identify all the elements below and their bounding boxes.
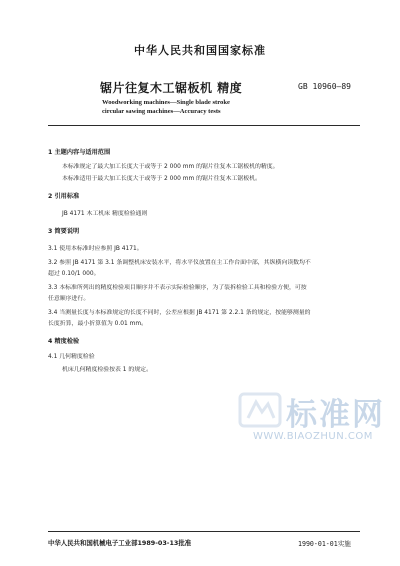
english-title-line-2: circular sawing machines—Accuracy tests (102, 108, 221, 115)
section-1-heading: 1 主题内容与适用范围 (48, 149, 111, 156)
clause-3-2-line-2: 超过 0.10/1 000。 (48, 271, 100, 277)
implementation-date: 1990-01-01实施 (298, 540, 351, 548)
watermark-text: 标准网 (286, 397, 385, 433)
clause-3-3-line-2: 任意顺序进行。 (48, 296, 90, 302)
top-rule (48, 125, 360, 126)
english-title-line-1: Woodworking machines—Single blade stroke (102, 99, 230, 106)
section-2-heading: 2 引用标准 (48, 193, 80, 200)
approval-line: 中华人民共和国机械电子工业部1989-03-13批准 (48, 539, 192, 547)
clause-4-1-paragraph: 机床几何精度检验按表 1 的规定。 (62, 367, 152, 373)
watermark-logo-icon (238, 390, 284, 430)
section-1-paragraph-2: 本标准适用于最大加工长度大于或等于 2 000 mm 的锯片往复木工锯板机。 (62, 176, 261, 182)
clause-3-1: 3.1 使用本标准时应参照 JB 4171。 (48, 246, 143, 252)
section-3-heading: 3 简要说明 (48, 228, 80, 235)
section-2-reference: JB 4171 木工机床 精度检验通则 (62, 211, 148, 217)
bottom-rule (48, 531, 360, 532)
clause-3-4-line-2: 长度折算，最小折算值为 0.01 mm。 (48, 321, 148, 327)
section-1-paragraph-1: 本标准规定了最大加工长度大于或等于 2 000 mm 的锯片往复木工锯板机的精度。 (62, 164, 279, 170)
national-standard-header: 中华人民共和国国家标准 (134, 44, 266, 57)
watermark-url: WWW.BIAOZHUN.COM (253, 431, 373, 442)
standard-number: GB 10960—89 (298, 82, 351, 91)
standard-title: 锯片往复木工锯板机 精度 (100, 81, 243, 95)
clause-3-2-line-1: 3.2 参照 JB 4171 第 3.1 条调整机床安装水平，将水平仪放置在主工作台面中部，其纵横向读数均不 (48, 260, 311, 266)
clause-3-4-line-1: 3.4 当测量长度与本标准规定的长度不同时，公差应根据 JB 4171 第 2.2.1 条的规定，按能够测量的 (48, 310, 311, 316)
section-4-heading: 4 精度检验 (48, 338, 80, 345)
clause-4-1: 4.1 几何精度检验 (48, 354, 95, 360)
clause-3-3-line-1: 3.3 本标准所列出的精度检验项目顺序并不表示实际检验顺序，为了装拆检验工具和检验方便，可按 (48, 285, 307, 291)
